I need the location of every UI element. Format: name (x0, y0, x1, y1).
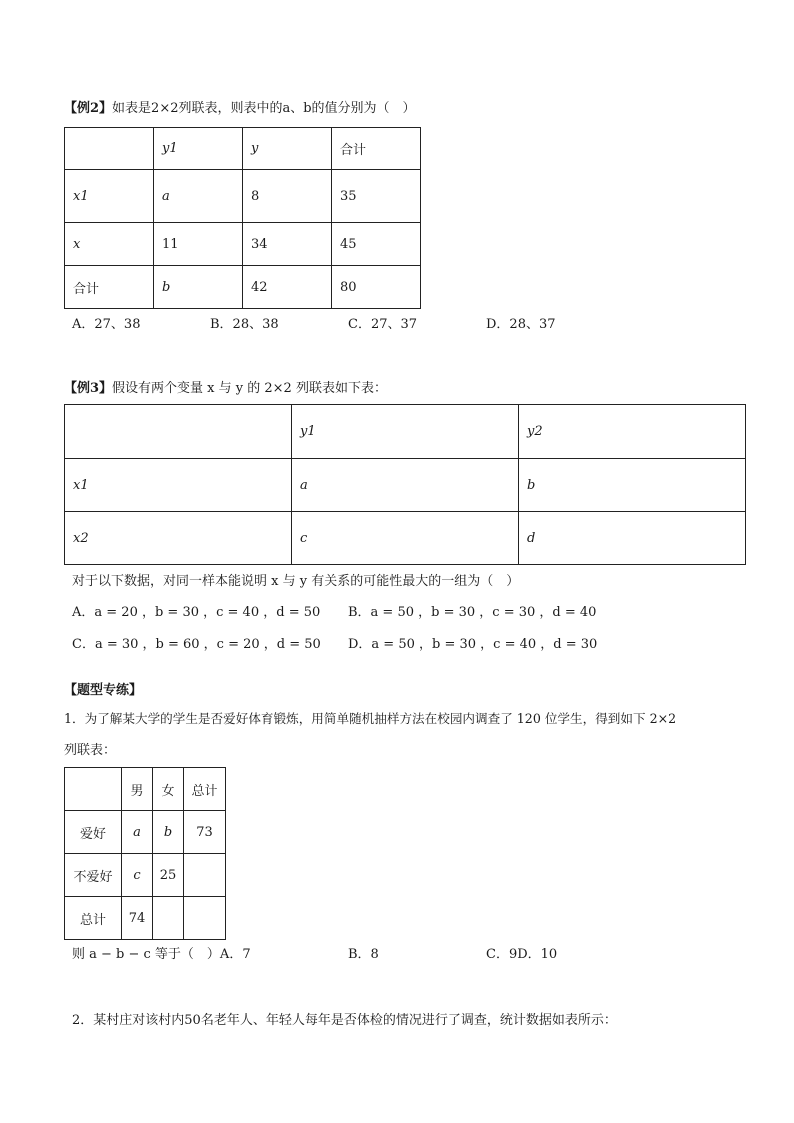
table-cell: 25 (153, 854, 184, 897)
table-cell: 合计 (65, 266, 154, 309)
table-cell: 不爱好 (65, 854, 122, 897)
ex2-label: 【例2】 (64, 101, 113, 116)
table-cell: 80 (332, 266, 421, 309)
table-row (65, 897, 226, 940)
table-cell: 35 (332, 170, 421, 223)
table-cell: b (519, 459, 746, 512)
table-row (65, 266, 421, 309)
table-row (65, 223, 421, 266)
ex2-option-b: B．28、38 (210, 317, 279, 332)
table-cell (184, 897, 226, 940)
table-cell: y2 (519, 405, 746, 459)
table-cell (65, 768, 122, 811)
q1-option-b: B．8 (348, 947, 379, 962)
ex3-option-d: D．a = 50 ，b = 30 ，c = 40 ，d = 30 (348, 637, 598, 652)
q1-text-line-1: 1．为了解某大学的学生是否爱好体育锻炼，用简单随机抽样方法在校园内调查了 120 位学生，得到如下 2×2 (64, 711, 677, 726)
table-row (65, 405, 746, 459)
table-row (65, 811, 226, 854)
q1-table (64, 767, 226, 940)
table-cell (153, 897, 184, 940)
table-cell: x1 (65, 170, 154, 223)
table-row (65, 459, 746, 512)
ex3-stem-line (64, 380, 387, 398)
ex2-option-c: C．27、37 (348, 317, 418, 332)
table-cell: 总计 (65, 897, 122, 940)
table-cell: a (154, 170, 243, 223)
table-cell: 34 (243, 223, 332, 266)
ex3-label: 【例3】 (64, 381, 113, 396)
q1-answer-line: 则 a − b − c 等于（ ）A．7 (72, 947, 251, 962)
ex2-table (64, 127, 421, 309)
q2-text: 2．某村庄对该村内50名老年人、年轻人每年是否体检的情况进行了调查，统计数据如表所示： (72, 1013, 617, 1028)
table-cell: 女 (153, 768, 184, 811)
table-cell: x (65, 223, 154, 266)
table-cell: 73 (184, 811, 226, 854)
table-cell (65, 405, 292, 459)
table-row (65, 128, 421, 170)
table-cell: a (122, 811, 153, 854)
practice-heading: 【题型专练】 (64, 683, 143, 698)
ex2-stem-line (64, 100, 416, 118)
table-row (65, 768, 226, 811)
q1-option-cd: C．9D．10 (486, 947, 558, 962)
table-cell: b (153, 811, 184, 854)
table-cell: d (519, 512, 746, 565)
table-cell: c (292, 512, 519, 565)
ex3-stem: 假设有两个变量 x 与 y 的 2×2 列联表如下表： (112, 381, 387, 396)
table-cell: 11 (154, 223, 243, 266)
table-cell: y (243, 128, 332, 170)
table-cell: 爱好 (65, 811, 122, 854)
ex3-question: 对于以下数据，对同一样本能说明 x 与 y 有关系的可能性最大的一组为（ ） (72, 574, 520, 589)
table-cell: a (292, 459, 519, 512)
ex2-option-d: D．28、37 (486, 317, 556, 332)
table-cell: 总计 (184, 768, 226, 811)
table-cell: x2 (65, 512, 292, 565)
table-cell: c (122, 854, 153, 897)
table-cell: b (154, 266, 243, 309)
ex3-option-a: A．a = 20 ，b = 30 ，c = 40 ，d = 50 (72, 605, 321, 620)
ex3-table (64, 404, 746, 565)
table-cell: 男 (122, 768, 153, 811)
table-cell: 8 (243, 170, 332, 223)
ex2-stem: 如表是2×2列联表，则表中的a、b的值分别为（ ） (112, 101, 416, 116)
table-row (65, 854, 226, 897)
table-cell (65, 128, 154, 170)
table-row (65, 170, 421, 223)
table-cell (184, 854, 226, 897)
ex2-option-a: A．27、38 (72, 317, 141, 332)
table-cell: 42 (243, 266, 332, 309)
ex3-option-c: C．a = 30 ，b = 60 ，c = 20 ，d = 50 (72, 637, 321, 652)
q1-text-line-2: 列联表： (64, 743, 117, 758)
table-row (65, 512, 746, 565)
table-cell: y1 (154, 128, 243, 170)
table-cell: y1 (292, 405, 519, 459)
ex3-option-b: B．a = 50 ，b = 30 ，c = 30 ，d = 40 (348, 605, 597, 620)
table-cell: 74 (122, 897, 153, 940)
table-cell: 合计 (332, 128, 421, 170)
table-cell: x1 (65, 459, 292, 512)
table-cell: 45 (332, 223, 421, 266)
